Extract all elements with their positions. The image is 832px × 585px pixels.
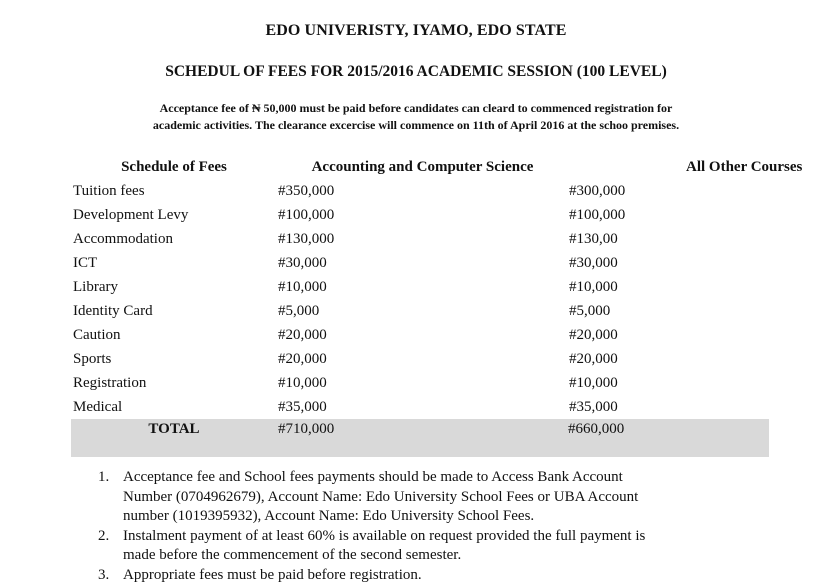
fee-item-name: Medical — [71, 395, 277, 419]
fee-item-name: Identity Card — [71, 299, 277, 323]
fee-item-name: Caution — [71, 323, 277, 347]
total-label: TOTAL — [71, 419, 277, 457]
fee-accounting-value: #20,000 — [277, 347, 568, 371]
payment-note — [98, 566, 738, 585]
header-all-other-courses: All Other Courses — [568, 155, 769, 179]
fee-item-name: Sports — [71, 347, 277, 371]
header-schedule-of-fees: Schedule of Fees — [71, 155, 277, 179]
fee-row — [71, 227, 769, 251]
payment-note — [98, 527, 738, 566]
note-text-line: Acceptance fee and School fees payments should be made to Access Bank Account — [123, 468, 738, 488]
fee-row — [71, 347, 769, 371]
fee-others-value: #30,000 — [568, 251, 769, 275]
fee-item-name: Registration — [71, 371, 277, 395]
fee-others-value: #100,000 — [568, 203, 769, 227]
fee-others-value: #5,000 — [568, 299, 769, 323]
fees-table-body — [71, 179, 769, 419]
fee-row — [71, 299, 769, 323]
acceptance-notice-line-2: academic activities. The clearance excercise will commence on 11th of April 2016 at the schoo premises. — [0, 117, 832, 134]
fee-row — [71, 203, 769, 227]
fee-accounting-value: #130,000 — [277, 227, 568, 251]
fee-accounting-value: #35,000 — [277, 395, 568, 419]
fee-accounting-value: #100,000 — [277, 203, 568, 227]
fee-item-name: Library — [71, 275, 277, 299]
total-accounting-value: #710,000 — [277, 419, 568, 457]
fee-item-name: Accommodation — [71, 227, 277, 251]
note-text-line: Appropriate fees must be paid before registration. — [123, 566, 738, 585]
fee-others-value: #10,000 — [568, 275, 769, 299]
payment-note — [98, 468, 738, 527]
fee-others-value: #130,00 — [568, 227, 769, 251]
note-number: 3. — [98, 566, 109, 585]
acceptance-notice-line-1: Acceptance fee of ₦ 50,000 must be paid before candidates can cleard to commenced registration for — [0, 100, 832, 117]
fee-accounting-value: #10,000 — [277, 371, 568, 395]
fee-others-value: #300,000 — [568, 179, 769, 203]
fee-accounting-value: #10,000 — [277, 275, 568, 299]
fee-item-name: ICT — [71, 251, 277, 275]
document-title: EDO UNIVERISTY, IYAMO, EDO STATE — [0, 22, 832, 40]
fees-table-header-row — [71, 155, 769, 179]
fee-row — [71, 251, 769, 275]
fee-accounting-value: #5,000 — [277, 299, 568, 323]
total-row — [71, 419, 769, 457]
note-text-line: made before the commencement of the second semester. — [123, 546, 738, 566]
note-number: 2. — [98, 527, 109, 547]
fee-item-name: Tuition fees — [71, 179, 277, 203]
total-others-value: #660,000 — [568, 419, 769, 457]
fee-row — [71, 275, 769, 299]
fee-row — [71, 371, 769, 395]
document-subtitle: SCHEDUL OF FEES FOR 2015/2016 ACADEMIC SESSION (100 LEVEL) — [0, 63, 832, 81]
note-text-line: Instalment payment of at least 60% is available on request provided the full payment is — [123, 527, 738, 547]
fee-row — [71, 323, 769, 347]
payment-notes-list — [98, 468, 738, 585]
fee-row — [71, 395, 769, 419]
fee-accounting-value: #20,000 — [277, 323, 568, 347]
note-text-line: number (1019395932), Account Name: Edo University School Fees. — [123, 507, 738, 527]
fee-row — [71, 179, 769, 203]
note-text-line: Number (0704962679), Account Name: Edo University School Fees or UBA Account — [123, 488, 738, 508]
note-number: 1. — [98, 468, 109, 488]
fee-accounting-value: #350,000 — [277, 179, 568, 203]
fee-item-name: Development Levy — [71, 203, 277, 227]
fee-others-value: #10,000 — [568, 371, 769, 395]
fees-table — [71, 155, 769, 457]
fee-others-value: #20,000 — [568, 323, 769, 347]
fee-others-value: #35,000 — [568, 395, 769, 419]
fee-accounting-value: #30,000 — [277, 251, 568, 275]
header-accounting-computer-science: Accounting and Computer Science — [277, 155, 568, 179]
fee-others-value: #20,000 — [568, 347, 769, 371]
